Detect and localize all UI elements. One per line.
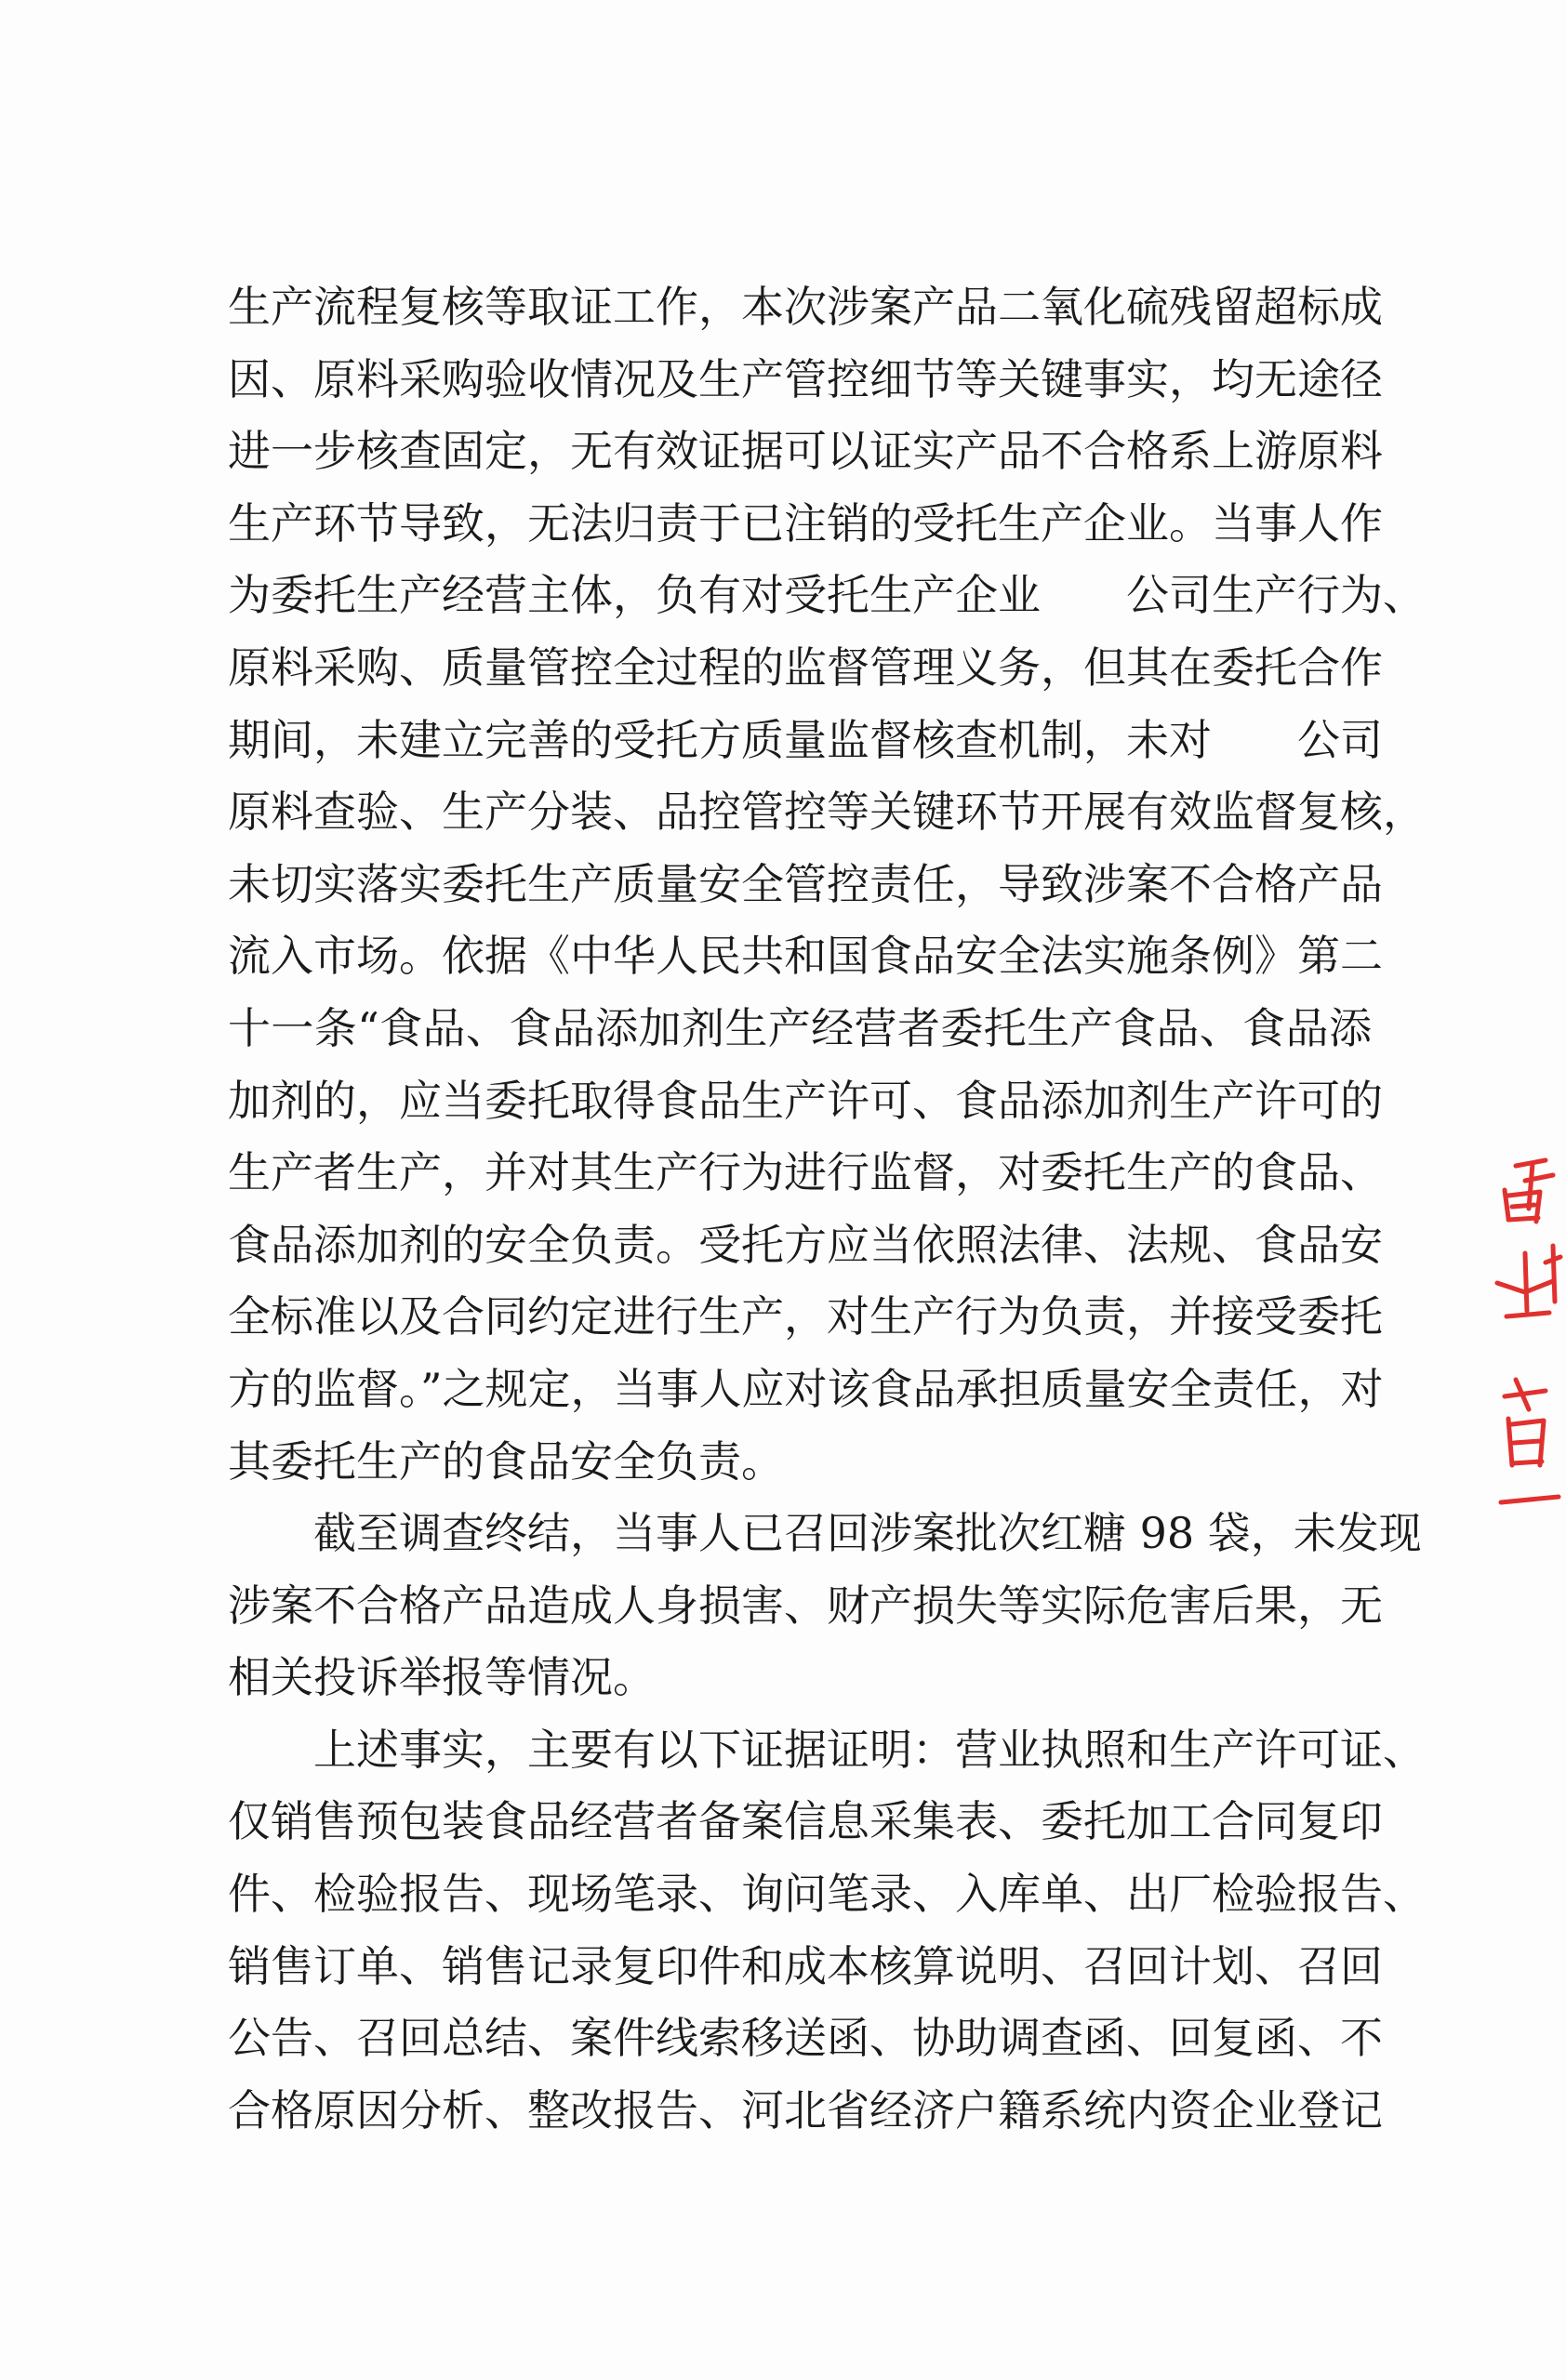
text-line: 生产环节导致，无法归责于已注销的受托生产企业。当事人作 <box>228 497 1383 549</box>
text-line: 仅销售预包装食品经营者备案信息采集表、委托加工合同复印 <box>228 1796 1383 1847</box>
text-line: 合格原因分析、整改报告、河北省经济户籍系统内资企业登记 <box>228 2084 1383 2135</box>
text-line: 加剂的，应当委托取得食品生产许可、食品添加剂生产许可的 <box>228 1075 1383 1126</box>
body-text <box>228 271 1426 2147</box>
text-line: 方的监督。”之规定，当事人应对该食品承担质量安全责任，对 <box>228 1363 1384 1414</box>
text-line: 生产流程复核等取证工作，本次涉案产品二氧化硫残留超标成 <box>228 282 1383 332</box>
text-line: 因、原料采购验收情况及生产管控细节等关键事实，均无途径 <box>228 353 1383 404</box>
text-line: 相关投诉举报等情况。 <box>228 1652 656 1703</box>
paragraph <box>228 1714 1426 2148</box>
text-line: 公告、召回总结、案件线索移送函、协助调查函、回复函、不 <box>228 2013 1383 2064</box>
paragraph <box>228 1498 1422 1714</box>
text-line: 截至调查终结，当事人已召回涉案批次红糖 98 袋，未发现 <box>313 1508 1422 1559</box>
text-line: 流入市场。依据《中华人民共和国食品安全法实施条例》第二 <box>228 931 1383 982</box>
text-line: 件、检验报告、现场笔录、询问笔录、入库单、出厂检验报告、 <box>228 1869 1426 1920</box>
paragraph <box>228 271 1426 1498</box>
seal-fragment-icon <box>1488 1153 1566 1506</box>
text-line: 原料查验、生产分装、品控管控等关键环节开展有效监督复核， <box>228 787 1426 838</box>
text-line: 涉案不合格产品造成人身损害、财产损失等实际危害后果，无 <box>228 1580 1383 1631</box>
text-line: 原料采购、质量管控全过程的监督管理义务，但其在委托合作 <box>228 641 1383 693</box>
text-line: 为委托生产经营主体，负有对受托生产企业 公司生产行为、 <box>228 570 1426 621</box>
text-line: 未切实落实委托生产质量安全管控责任，导致涉案不合格产品 <box>228 858 1383 909</box>
text-line: 其委托生产的食品安全负责。 <box>228 1435 784 1487</box>
text-line: 生产者生产，并对其生产行为进行监督，对委托生产的食品、 <box>228 1147 1383 1198</box>
text-line: 进一步核查固定，无有效证据可以证实产品不合格系上游原料 <box>228 426 1383 477</box>
text-line: 销售订单、销售记录复印件和成本核算说明、召回计划、召回 <box>228 1940 1383 1991</box>
text-line: 上述事实，主要有以下证据证明：营业执照和生产许可证、 <box>313 1724 1426 1775</box>
text-line: 期间，未建立完善的受托方质量监督核查机制，未对 公司 <box>228 714 1383 765</box>
text-line: 十一条“食品、食品添加剂生产经营者委托生产食品、食品添 <box>228 1002 1372 1053</box>
text-line: 食品添加剂的安全负责。受托方应当依照法律、法规、食品安 <box>228 1219 1383 1270</box>
text-line: 全标准以及合同约定进行生产，对生产行为负责，并接受委托 <box>228 1291 1383 1342</box>
